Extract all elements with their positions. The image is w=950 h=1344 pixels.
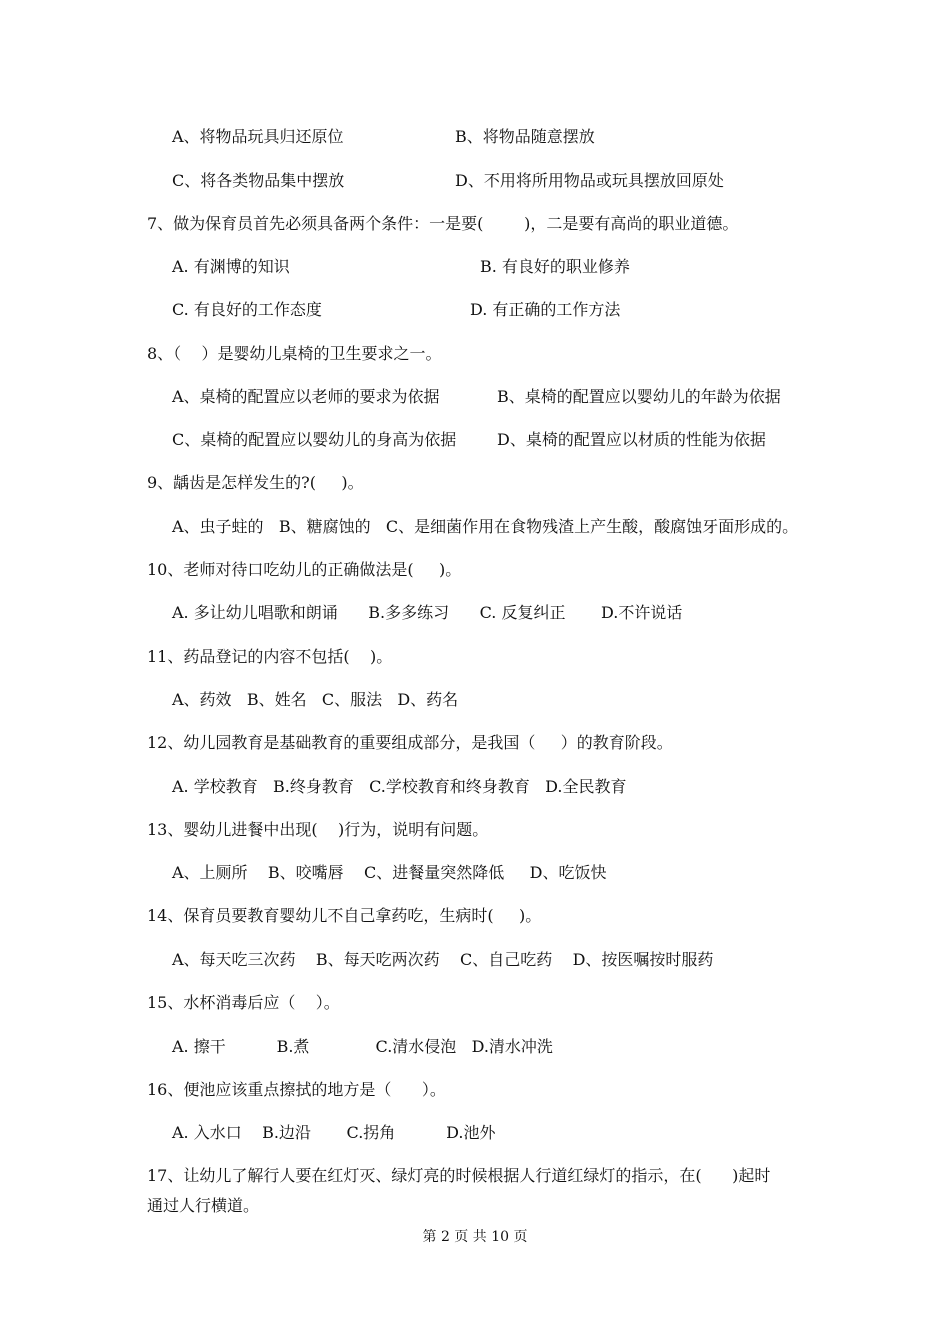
q6-option-d: D、不用将所用物品或玩具摆放回原处 bbox=[455, 171, 724, 190]
q11-stem: 11、药品登记的内容不包括( )。 bbox=[147, 647, 393, 666]
q10-options: A. 多让幼儿唱歌和朗诵 B.多多练习 C. 反复纠正 D.不许说话 bbox=[172, 603, 683, 622]
q16-options: A. 入水口 B.边沿 C.拐角 D.池外 bbox=[172, 1123, 496, 1142]
q8-option-a: A、桌椅的配置应以老师的要求为依据 bbox=[172, 387, 440, 406]
q14-options: A、每天吃三次药 B、每天吃两次药 C、自己吃药 D、按医嘱按时服药 bbox=[172, 950, 714, 969]
q17-stem-line2: 通过人行横道。 bbox=[147, 1196, 260, 1215]
q6-option-b: B、将物品随意摆放 bbox=[455, 127, 595, 146]
page-footer: 第 2 页 共 10 页 bbox=[422, 1229, 528, 1245]
q7-option-b: B. 有良好的职业修养 bbox=[480, 257, 630, 276]
q6-option-a: A、将物品玩具归还原位 bbox=[172, 127, 344, 146]
q8-option-b: B、桌椅的配置应以婴幼儿的年龄为依据 bbox=[497, 387, 781, 406]
q13-stem: 13、婴幼儿进餐中出现( )行为，说明有问题。 bbox=[147, 820, 489, 839]
q16-stem: 16、便池应该重点擦拭的地方是（ ）。 bbox=[147, 1080, 446, 1099]
q6-option-c: C、将各类物品集中摆放 bbox=[172, 171, 345, 190]
q15-options: A. 擦干 B.煮 C.清水侵泡 D.清水冲洗 bbox=[172, 1037, 553, 1056]
q11-options: A、药效 B、姓名 C、服法 D、药名 bbox=[172, 690, 459, 709]
q15-stem: 15、水杯消毒后应（ ）。 bbox=[147, 993, 340, 1012]
q13-options: A、上厕所 B、咬嘴唇 C、进餐量突然降低 D、吃饭快 bbox=[172, 863, 607, 882]
q9-stem: 9、龋齿是怎样发生的?( )。 bbox=[147, 473, 364, 492]
q12-options: A. 学校教育 B.终身教育 C.学校教育和终身教育 D.全民教育 bbox=[172, 777, 627, 796]
q8-option-d: D、桌椅的配置应以材质的性能为依据 bbox=[497, 430, 766, 449]
q7-stem: 7、做为保育员首先必须具备两个条件：一是要( )，二是要有高尚的职业道德。 bbox=[147, 214, 739, 233]
q17-stem-line1: 17、让幼儿了解行人要在红灯灭、绿灯亮的时候根据人行道红绿灯的指示，在( )起时 bbox=[147, 1166, 771, 1185]
q14-stem: 14、保育员要教育婴幼儿不自己拿药吃，生病时( )。 bbox=[147, 906, 542, 925]
q7-option-a: A. 有渊博的知识 bbox=[172, 257, 290, 276]
q9-options: A、虫子蛀的 B、糖腐蚀的 C、是细菌作用在食物残渣上产生酸，酸腐蚀牙面形成的。 bbox=[172, 517, 799, 536]
q12-stem: 12、幼儿园教育是基础教育的重要组成部分，是我国（ ）的教育阶段。 bbox=[147, 733, 673, 752]
q8-option-c: C、桌椅的配置应以婴幼儿的身高为依据 bbox=[172, 430, 457, 449]
q10-stem: 10、老师对待口吃幼儿的正确做法是( )。 bbox=[147, 560, 462, 579]
q8-stem: 8、（ ）是婴幼儿桌椅的卫生要求之一。 bbox=[147, 344, 442, 363]
q7-option-c: C. 有良好的工作态度 bbox=[172, 300, 322, 319]
q7-option-d: D. 有正确的工作方法 bbox=[470, 300, 621, 319]
